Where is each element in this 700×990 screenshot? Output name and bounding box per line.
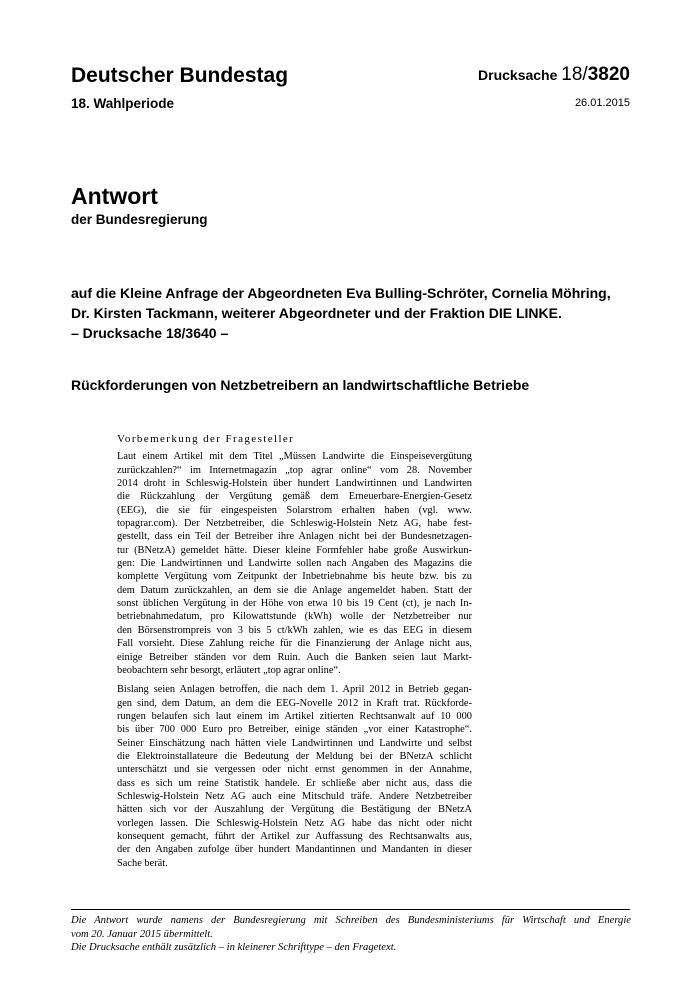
text-line: rungen belaufen sich laut einem im Artikel zitierten Rechtsanwalt auf 10 000 [117, 710, 472, 722]
footer-line: Die Antwort wurde namens der Bundesregierung mit Schreiben des Bundesministeriums für Wirtschaft und Energie [71, 915, 631, 926]
text-line: tur (BNetzA) gemeldet hätte. Dieser kleine Formfehler habe große Auswirkun- [117, 544, 472, 556]
text-line: Fall vorsieht. Diese Zahlung reiche für die Finanzierung der Anlage nicht aus, [117, 638, 472, 650]
footer-note [71, 914, 631, 955]
text-line: unterschätzt und sie vergessen oder nicht ernst genommen in der Annahme, [117, 764, 472, 776]
paragraph-2 [117, 683, 472, 870]
document-title: Antwort [71, 183, 158, 209]
drucksache-prefix: 18/ [561, 64, 588, 85]
text-line: zurückzahlen?“ im Internetmagazin „top agrar online“ vom 28. November [117, 464, 472, 476]
footer-line: Die Drucksache enthält zusätzlich – in kleinerer Schrifttype – den Fragetext. [71, 942, 397, 954]
text-line: dem Datum zurückzahlen, an dem sie die Anlage angemeldet haben. Statt der [117, 584, 472, 596]
anfrage-line: auf die Kleine Anfrage der Abgeordneten Eva Bulling-Schröter, Cornelia Möhring, [71, 285, 611, 301]
text-line: komplette Vergütung vom Zeitpunkt der Inbetriebnahme bis heute bzw. bis zu [117, 571, 472, 583]
text-line: gen: Die Landwirtinnen und Landwirte sollen nach Angaben des Magazins die [117, 558, 472, 570]
text-line: der den Angaben zufolge über hundert Mandantinnen und Mandanten in dieser [117, 844, 472, 856]
footer-divider [71, 909, 630, 910]
text-line: betriebnahmedatum, pro Kilowattstunde (kWh) wolle der Netzbetreiber nur [117, 611, 472, 623]
drucksache-main-number: 3820 [587, 64, 630, 85]
text-line: Bislang seien Anlagen betroffen, die nach dem 1. April 2012 in Betrieb gegan- [117, 684, 472, 696]
legislative-period: 18. Wahlperiode [71, 96, 175, 111]
text-line: die Elektroinstallateure die Bedeutung der Meldung bei der BNetzA schlicht [117, 750, 472, 762]
text-line: beobachtern sehr besorgt, erläutert „top agrar online“. [117, 664, 341, 676]
anfrage-block [71, 283, 641, 343]
text-line: topagrar.com). Der Netzbetreiber, die Schleswig-Holstein Netz AG, habe fest- [117, 518, 472, 530]
text-line: hätten sich vor der Auszahlung der Vergütung die Bestätigung der BNetzA [117, 804, 472, 816]
anfrage-line: – Drucksache 18/3640 – [71, 325, 229, 341]
anfrage-line: Dr. Kirsten Tackmann, weiterer Abgeordneter und der Fraktion DIE LINKE. [71, 305, 562, 321]
text-line: die Rückzahlung der Vergütung gemäß dem Erneuerbare-Energien-Gesetz [117, 491, 472, 503]
footer-line: vom 20. Januar 2015 übermittelt. [71, 928, 213, 940]
institution-name: Deutscher Bundestag [71, 64, 289, 87]
subject-heading: Rückforderungen von Netzbetreibern an landwirtschaftliche Betriebe [71, 377, 530, 393]
text-line: einige Betreiber ständen vor dem Ruin. Auch die Banken seien laut Markt- [117, 651, 472, 663]
document-subtitle: der Bundesregierung [71, 212, 208, 227]
text-line: (EEG), die sie für eingespeisten Solarstrom erhalten haben (vgl. www. [117, 504, 472, 516]
text-line: Seiner Einschätzung nach hätten viele Landwirtinnen und Landwirte und selbst [117, 737, 472, 749]
text-line: konsequent gemacht, führt der Artikel zur Auffassung des Rechtsanwalts aus, [117, 830, 472, 842]
text-line: vorlegen lassen. Die Schleswig-Holstein Netz AG habe das nicht oder nicht [117, 817, 472, 829]
text-line: den Börsenstrompreis von 3 bis 5 ct/kWh zahlen, wie es das EEG in diesem [117, 624, 472, 636]
body-text [117, 433, 472, 876]
paragraph-1 [117, 450, 472, 677]
text-line: Sache berät. [117, 857, 168, 869]
drucksache-number [478, 64, 630, 86]
text-line: dass es sich um reine Statistik handele. Er schließe aber nicht aus, dass die [117, 777, 472, 789]
text-line: 2014 droht in Schleswig-Holstein über hundert Landwirtinnen und Landwirten [117, 478, 472, 490]
text-line: bis über 700 000 Euro pro Betreiber, einige ständen „vor einer Katastrophe“. [117, 724, 472, 736]
section-heading: Vorbemerkung der Fragesteller [117, 433, 295, 445]
text-line: gen sind, dem Datum, an dem die EEG-Novelle 2012 in Kraft trat. Rückforde- [117, 697, 472, 709]
text-line: sonst üblichen Vergütung in der Höhe von etwa 10 bis 19 Cent (ct), je nach In- [117, 598, 472, 610]
text-line: Schleswig-Holstein Netz AG auch eine Mitschuld träfe. Andere Netzbetreiber [117, 790, 472, 802]
text-line: gestellt, dass ein Teil der Betreiber ihre Anlagen nicht bei der Bundesnetzagen- [117, 531, 472, 543]
document-date: 26.01.2015 [574, 97, 630, 109]
drucksache-label: Drucksache [478, 67, 558, 83]
text-line: Laut einem Artikel mit dem Titel „Müssen Landwirte die Einspeisevergütung [117, 451, 472, 463]
